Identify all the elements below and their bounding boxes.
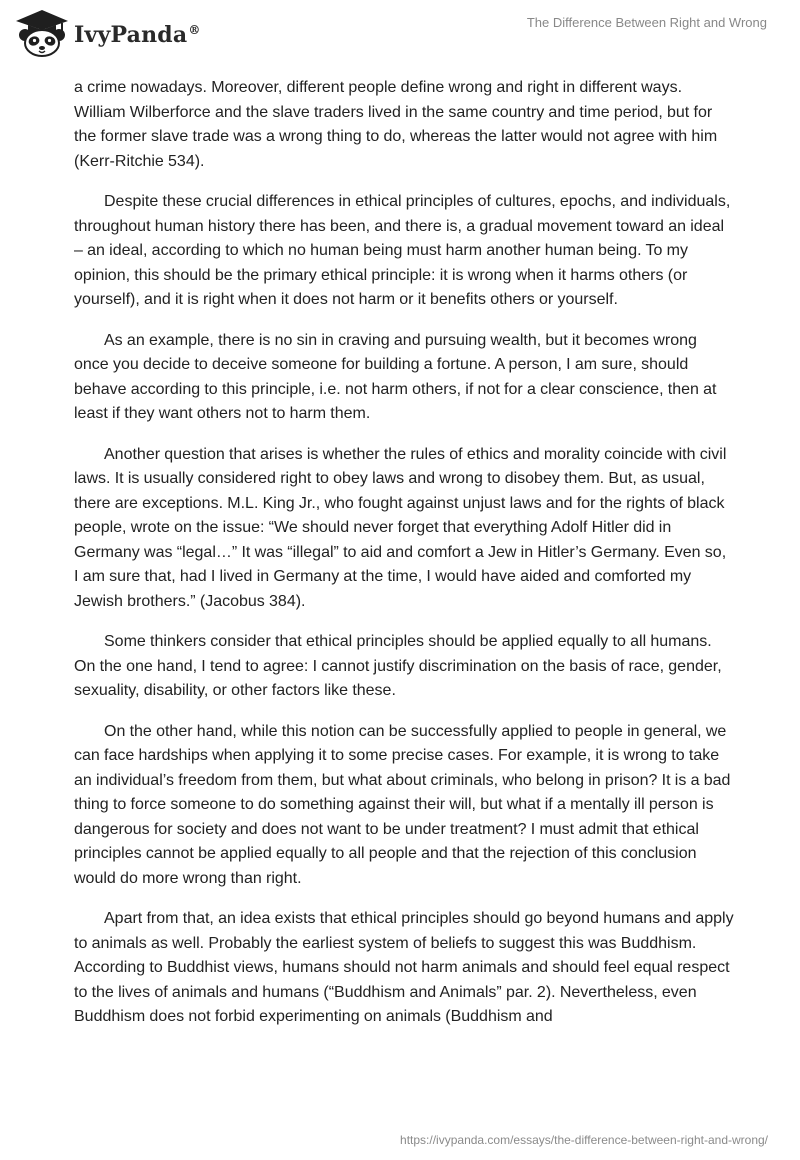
page-header — [0, 0, 800, 70]
paragraph: Apart from that, an idea exists that ethical principles should go beyond humans and apply to animals as well. Probably the earliest system of beliefs to suggest this was Buddhism. According to Buddhist views, humans should not harm animals and should feel equal respect to the lives of animals and humans (“Buddhism and Animals” par. 2). Nevertheless, even Buddhism does not forbid experimenting on animals (Buddhism and — [74, 910, 734, 1025]
source-url[interactable]: https://ivypanda.com/essays/the-difference-between-right-and-wrong/ — [400, 1133, 768, 1147]
logo-wordmark: IvyPanda® — [74, 22, 201, 48]
document-title: The Difference Between Right and Wrong — [526, 15, 767, 30]
panda-graduate-icon — [14, 8, 70, 58]
paragraph: Some thinkers consider that ethical principles should be applied equally to all humans. On the one hand, I tend to agree: I cannot justify discrimination on the basis of race, gender, sexuality, disability, or other factors like these. — [74, 633, 722, 699]
paragraph: As an example, there is no sin in craving and pursuing wealth, but it becomes wrong once you decide to deceive someone for building a fortune. A person, I am sure, should behave according to this principle, i.e. not harm others, if not for a clear conscience, then at least if they want others not to harm them. — [74, 331, 717, 422]
paragraph: Despite these crucial differences in ethical principles of cultures, epochs, and individuals, throughout human history there has been, and there is, a gradual movement toward an ideal – an ideal, according to which no human being must harm another human being. To my opinion, this should be the primary ethical principle: it is wrong when it harms others (or yourself), and it is right when it does not harm or it benefits others or yourself. — [74, 193, 731, 308]
paragraph: On the other hand, while this notion can be successfully applied to people in general, we can face hardships when applying it to some precise cases. For example, it is wrong to take an individual’s freedom from them, but what about criminals, who belong in prison? It is a bad thing to force someone to do something against their will, but what if a mentally ill person is dangerous for society and does not want to be under treatment? I must admit that ethical principles cannot be applied equally to all people and that the rejection of this conclusion would do more wrong than right. — [74, 722, 731, 887]
essay-body — [74, 76, 734, 1046]
paragraph: a crime nowadays. Moreover, different people define wrong and right in different ways. William Wilberforce and the slave traders lived in the same country and time period, but for the former slave trade was a wrong thing to do, whereas the latter would not agree with him (Kerr-Ritchie 534). — [74, 79, 718, 170]
paragraph: Another question that arises is whether the rules of ethics and morality coincide with civil laws. It is usually considered right to obey laws and wrong to disobey them. But, as usual, there are exceptions. M.L. King Jr., who fought against unjust laws and for the rights of black people, wrote on the issue: “We should never forget that everything Adolf Hitler did in Germany was “legal…” It was “illegal” to aid and comfort a Jew in Hitler’s Germany. Even so, I am sure that, had I lived in Germany at the time, I would have aided and comforted my Jewish brothers.” (Jacobus 384). — [74, 445, 727, 610]
registered-mark: ® — [188, 22, 201, 37]
ivypanda-logo[interactable] — [14, 8, 201, 58]
